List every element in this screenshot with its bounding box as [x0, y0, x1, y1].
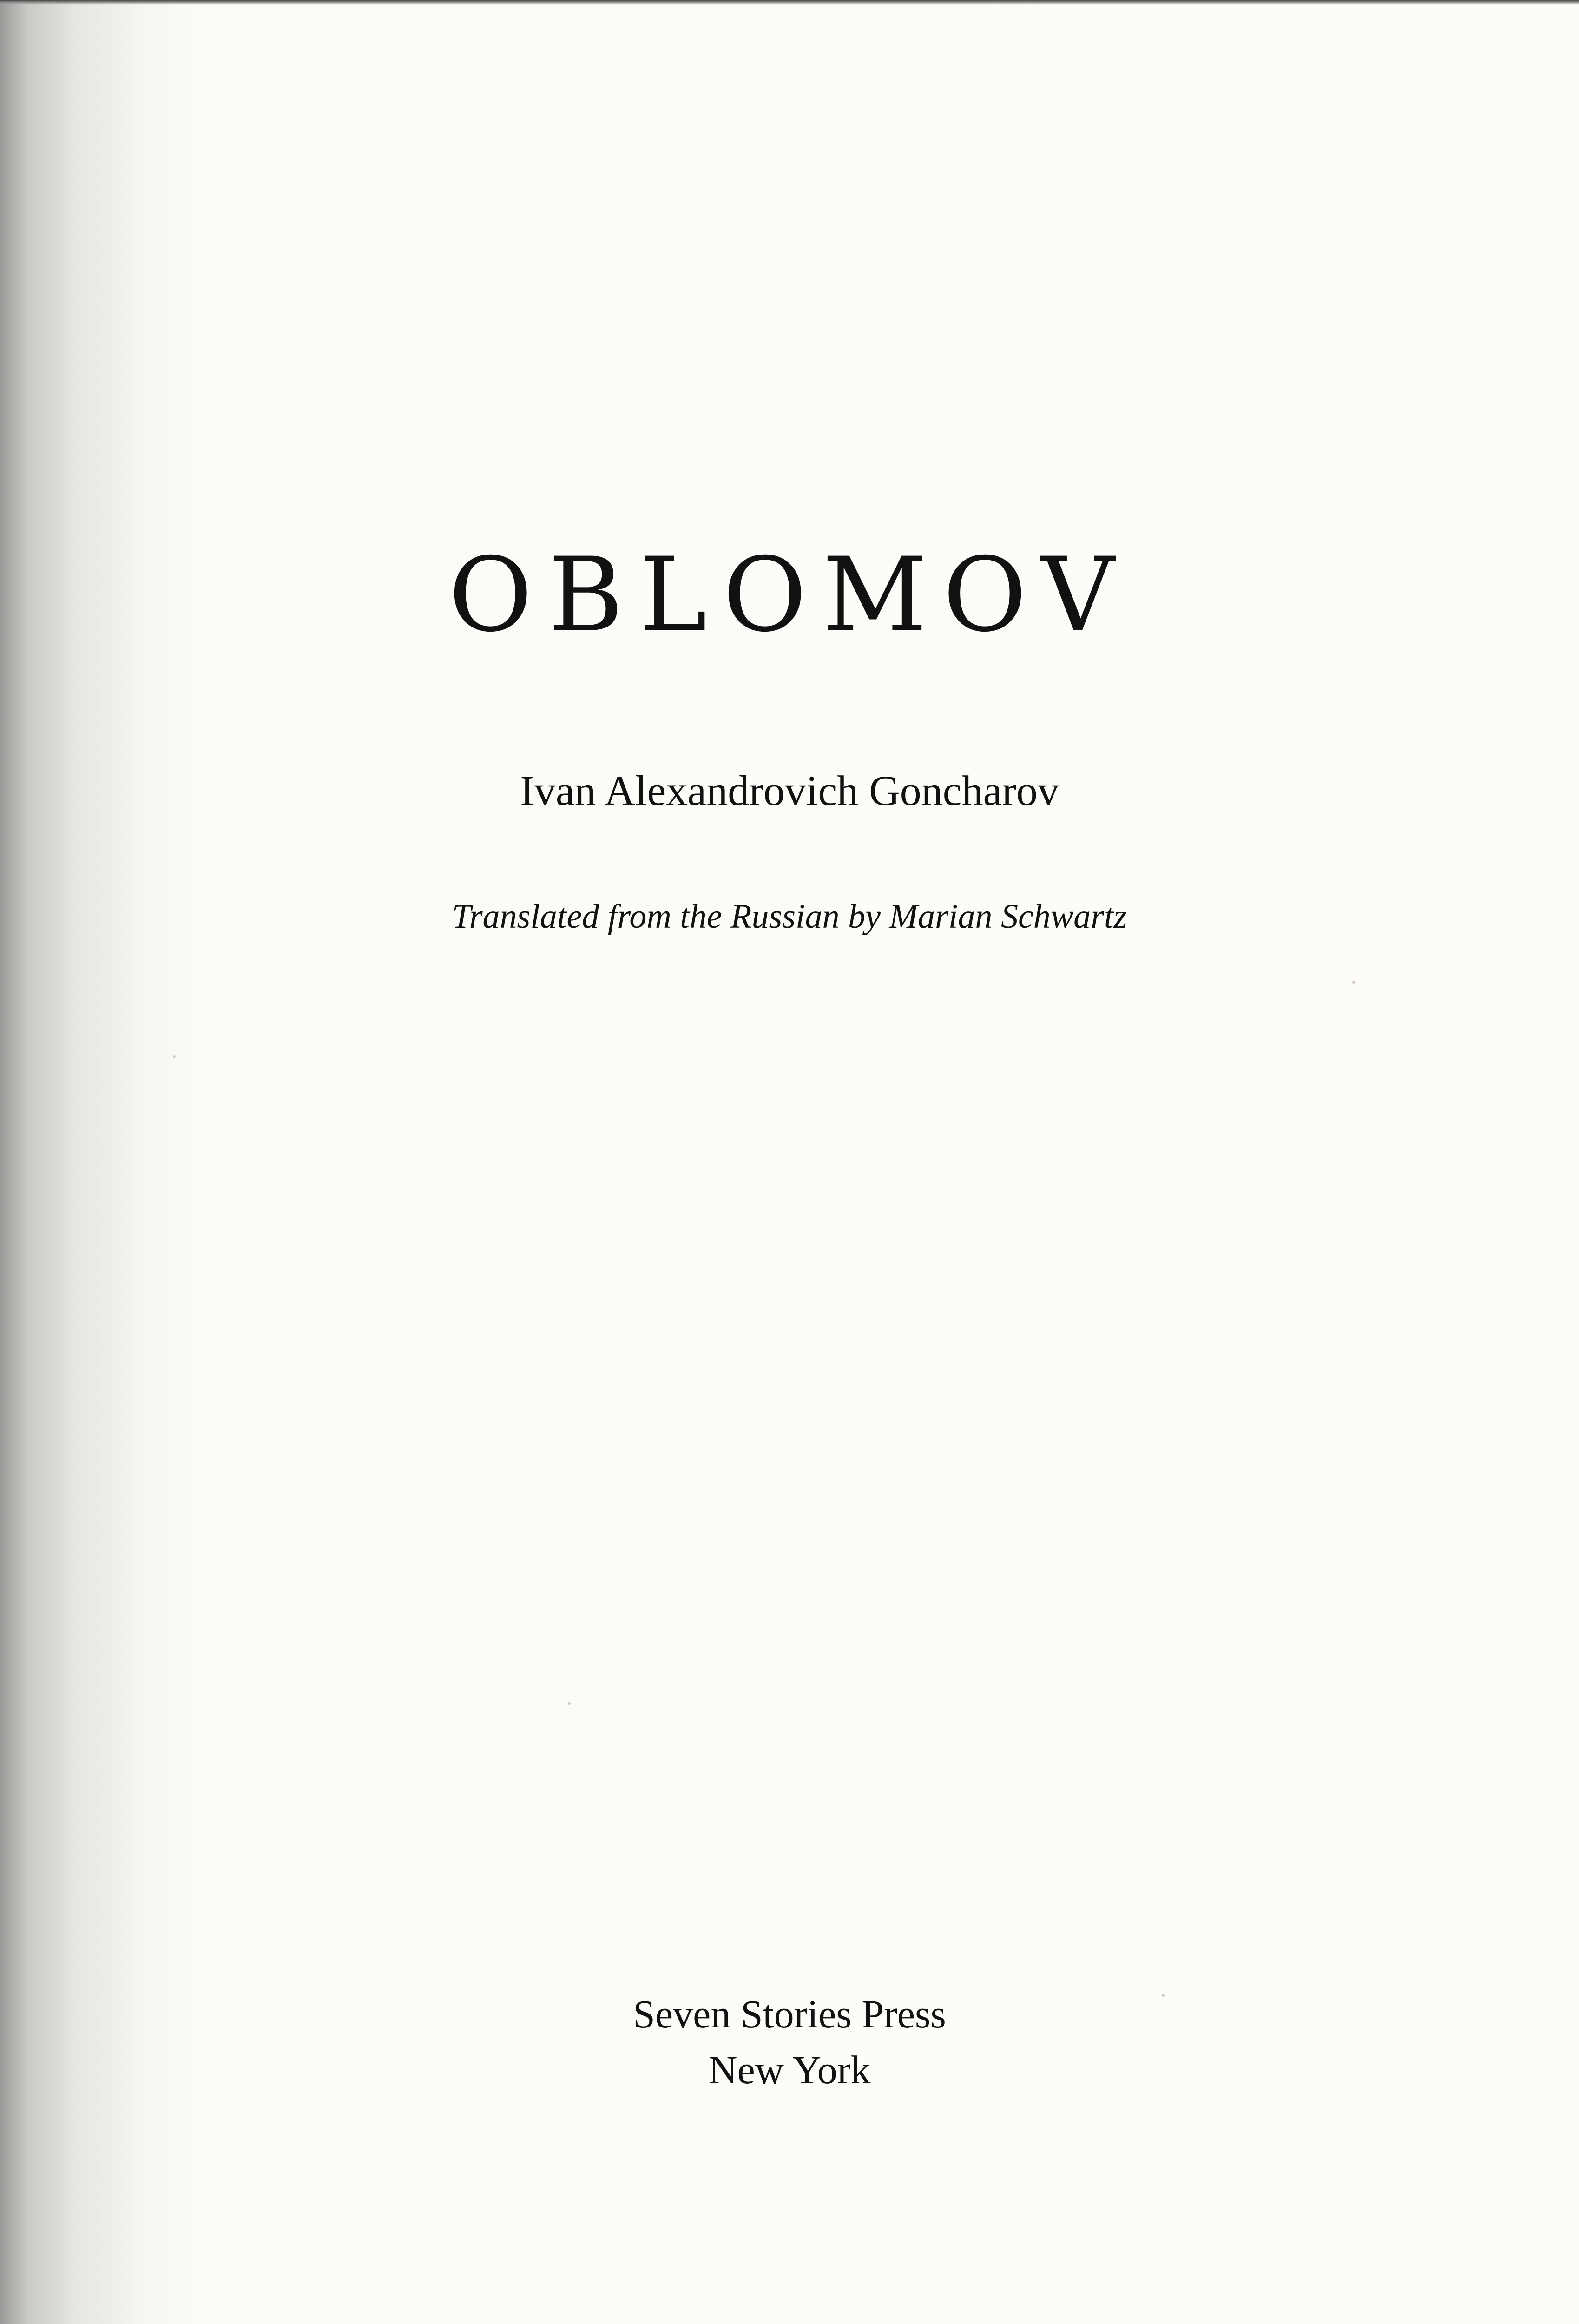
- publisher-city: New York: [708, 2047, 871, 2092]
- paper-speck: [1352, 981, 1355, 984]
- paper-speck: [568, 1702, 571, 1705]
- translator-credit: Translated from the Russian by Marian Schwartz: [452, 898, 1127, 936]
- page-top-edge: [0, 0, 1579, 5]
- author-name: Ivan Alexandrovich Goncharov: [520, 767, 1059, 814]
- book-title: OBLOMOV: [448, 535, 1131, 654]
- paper-speck: [173, 1055, 176, 1058]
- publisher-name: Seven Stories Press: [633, 1992, 946, 2036]
